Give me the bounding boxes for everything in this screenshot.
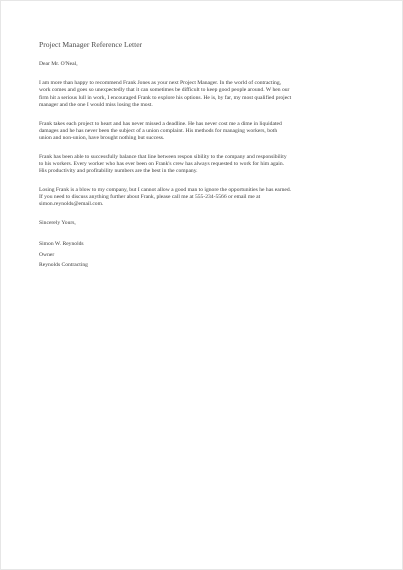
signature-block (39, 239, 369, 271)
paragraph-line: If you need to discuss anything further about Frank, please call me at 555-234-5566 or email me at (39, 193, 261, 200)
paragraph-line: Frank has been able to successfully balance that line between respon sibility to the company and responsibility (39, 153, 287, 160)
paragraph-2 (39, 121, 369, 143)
paragraph-3 (39, 154, 369, 176)
paragraph-line: His productivity and profitability numbers are the best in the company. (39, 168, 198, 175)
signer-role: Owner (39, 251, 55, 258)
letter-body (39, 40, 369, 271)
paragraph-line: I am more than happy to recommend Frank Jones as your next Project Manager. In the world of contracting, (39, 80, 282, 87)
paragraph-line: Losing Frank is a blow to my company, but I cannot allow a good man to ignore the opportunities he has earned. (39, 186, 292, 193)
letter-title: Project Manager Reference Letter (39, 40, 143, 49)
salutation: Dear Mr. O'Neal, (39, 61, 78, 67)
paragraph-line: simon.reynolds@email.com. (39, 201, 104, 208)
paragraph-line: to his workers. Every worker who has ever been on Frank's crew has always requested to work for him again. (39, 160, 285, 167)
paragraph-line: work comes and goes so unexpectedly that it can sometimes be difficult to keep good people around. W hen our (39, 87, 290, 94)
closing: Sincerely Yours, (39, 219, 76, 226)
paragraph-4 (39, 187, 369, 209)
signer-name: Simon W. Reynolds (39, 241, 84, 248)
paragraph-line: firm hit a serious lull in work, I encouraged Frank to explore his options. He is, by far, my most qualified project (39, 94, 292, 101)
paragraph-line: union and non-union, have brought nothing but success. (39, 134, 165, 141)
signer-company: Reynolds Contracting (39, 262, 88, 269)
paragraph-line: manager and the one I would miss losing the most. (39, 101, 153, 108)
paragraph-line: Frank takes each project to heart and has never missed a deadline. He has never cost me a dime in liquidated (39, 120, 282, 127)
paragraph-1 (39, 80, 369, 109)
paragraph-line: damages and he has never been the subject of a union complaint. His methods for managing workers, both (39, 127, 278, 134)
